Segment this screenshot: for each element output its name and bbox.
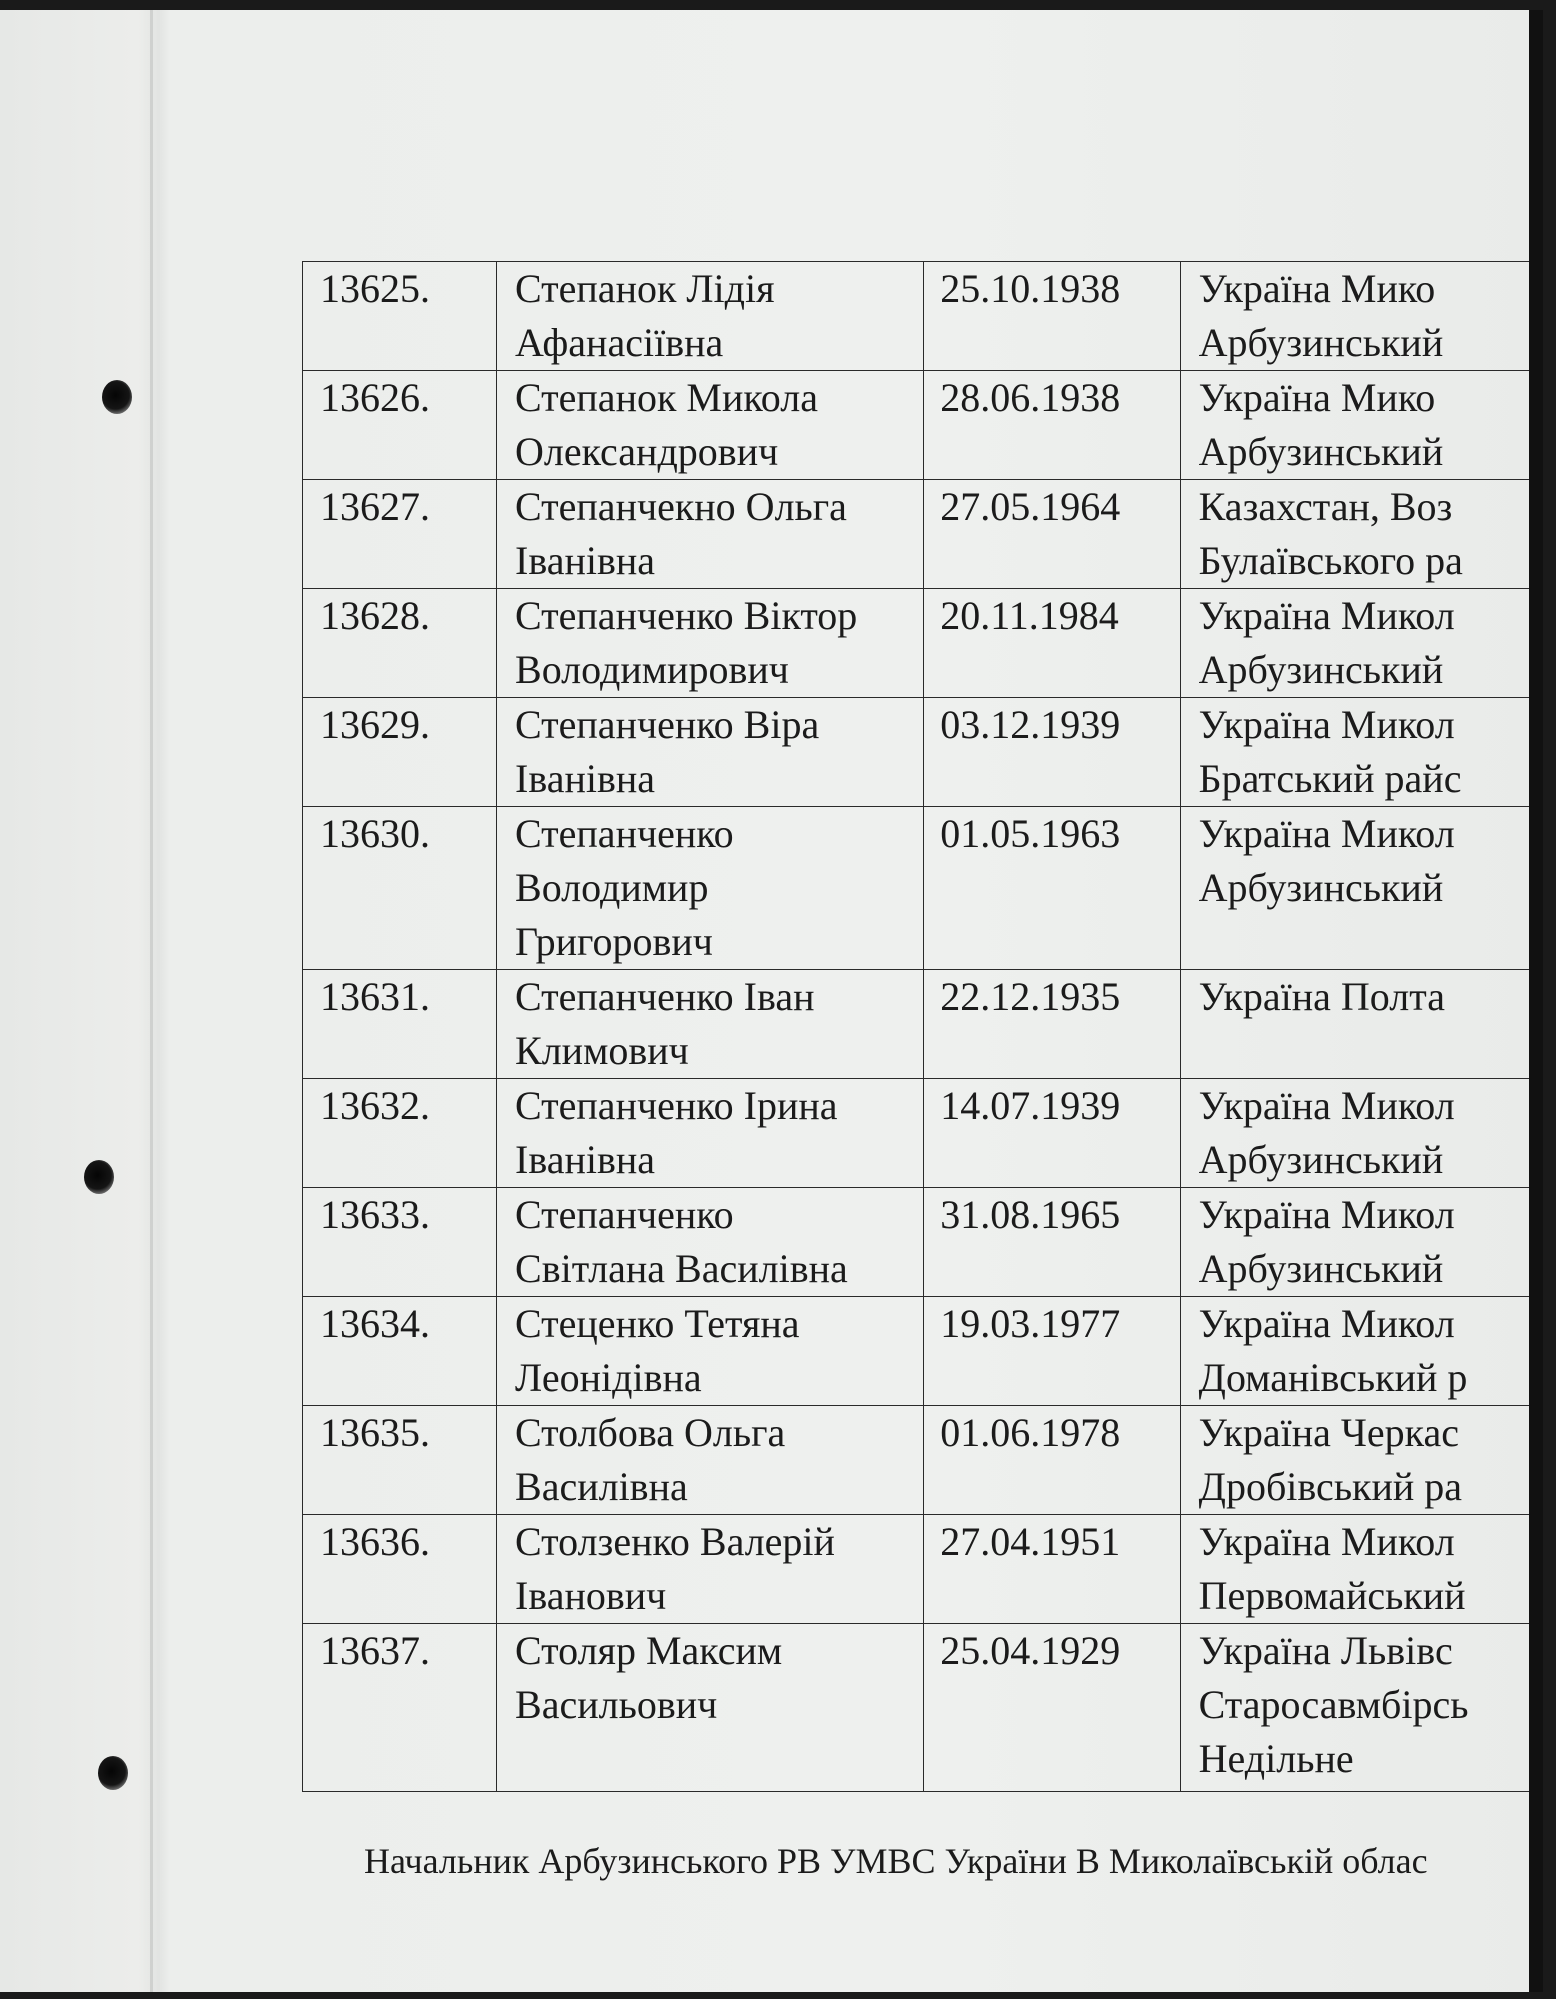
birth-place-line: Україна Полта — [1198, 974, 1445, 1019]
record-number: 13625. — [303, 262, 497, 371]
birth-place-line: Україна Черкас — [1198, 1410, 1460, 1455]
person-name-line: Столзенко Валерій — [515, 1519, 835, 1564]
person-name-line: Володимир — [515, 865, 709, 910]
birth-date: 03.12.1939 — [924, 698, 1180, 807]
birth-place — [1180, 262, 1542, 371]
birth-place-line: Арбузинський — [1198, 320, 1444, 365]
person-name-line: Іванівна — [515, 1137, 656, 1182]
person-name — [497, 1079, 924, 1188]
person-name — [497, 970, 924, 1079]
person-name-line: Степанченко Ірина — [515, 1083, 838, 1128]
birth-place-line: Дробівський ра — [1198, 1464, 1463, 1509]
person-name-line: Світлана Василівна — [515, 1246, 848, 1291]
table-row — [303, 970, 1543, 1079]
person-name-line: Володимирович — [515, 647, 789, 692]
birth-place-line: Україна Мико — [1198, 375, 1436, 420]
birth-place — [1180, 1406, 1542, 1515]
birth-place-line: Булаївського ра — [1198, 538, 1463, 583]
person-name-line: Степанченко — [515, 811, 734, 856]
person-name — [497, 371, 924, 480]
birth-place-line: Україна Микол — [1198, 1301, 1455, 1346]
birth-place-line: Первомайський — [1198, 1573, 1466, 1618]
birth-place-line: Арбузинський — [1198, 865, 1444, 910]
birth-place-line: Арбузинський — [1198, 1246, 1444, 1291]
table-row — [303, 1188, 1543, 1297]
record-number: 13637. — [303, 1624, 497, 1792]
birth-date: 19.03.1977 — [924, 1297, 1180, 1406]
record-number: 13630. — [303, 807, 497, 970]
birth-date: 01.05.1963 — [924, 807, 1180, 970]
person-name — [497, 1188, 924, 1297]
person-name-line: Васильович — [515, 1682, 718, 1727]
birth-place-line: Україна Мико — [1198, 266, 1436, 311]
person-name — [497, 1297, 924, 1406]
person-name — [497, 589, 924, 698]
page-edge-shadow — [1529, 10, 1543, 1992]
table-row — [303, 698, 1543, 807]
person-name — [497, 262, 924, 371]
birth-place-line: Казахстан, Воз — [1198, 484, 1453, 529]
table-row — [303, 262, 1543, 371]
record-number: 13629. — [303, 698, 497, 807]
punch-hole-middle — [84, 1160, 114, 1194]
birth-place — [1180, 480, 1542, 589]
person-name-line: Степанченко — [515, 1192, 734, 1237]
birth-place-line: Братський райс — [1198, 756, 1462, 801]
birth-place-line: Україна Микол — [1198, 1083, 1455, 1128]
person-name — [497, 807, 924, 970]
table-row — [303, 480, 1543, 589]
birth-place — [1180, 371, 1542, 480]
birth-place-line: Недільне — [1198, 1736, 1354, 1781]
person-name — [497, 1515, 924, 1624]
person-name-line: Столяр Максим — [515, 1628, 783, 1673]
table-row — [303, 1297, 1543, 1406]
person-name-line: Климович — [515, 1028, 689, 1073]
birth-place — [1180, 698, 1542, 807]
person-name-line: Степанчекно Ольга — [515, 484, 847, 529]
person-name — [497, 698, 924, 807]
person-name-line: Афанасіївна — [515, 320, 724, 365]
birth-place-line: Арбузинський — [1198, 429, 1444, 474]
birth-place-line: Доманівський р — [1198, 1355, 1468, 1400]
birth-date: 14.07.1939 — [924, 1079, 1180, 1188]
person-name-line: Іванівна — [515, 538, 656, 583]
person-name-line: Стеценко Тетяна — [515, 1301, 800, 1346]
person-name — [497, 1406, 924, 1515]
person-name — [497, 480, 924, 589]
birth-date: 22.12.1935 — [924, 970, 1180, 1079]
punch-hole-bottom — [98, 1756, 128, 1790]
birth-date: 31.08.1965 — [924, 1188, 1180, 1297]
record-number: 13635. — [303, 1406, 497, 1515]
birth-place-line: Арбузинський — [1198, 647, 1444, 692]
birth-place-line: Арбузинський — [1198, 1137, 1444, 1182]
record-number: 13634. — [303, 1297, 497, 1406]
record-number: 13626. — [303, 371, 497, 480]
birth-place-line: Старосавмбірсь — [1198, 1682, 1469, 1727]
registry-rows — [303, 262, 1543, 1792]
signature-line: Начальник Арбузинського РВ УМВС України В Миколаївській облас — [364, 1841, 1428, 1881]
person-name — [497, 1624, 924, 1792]
record-number: 13628. — [303, 589, 497, 698]
table-row — [303, 1624, 1543, 1792]
person-name-line: Леонідівна — [515, 1355, 702, 1400]
person-name-line: Василівна — [515, 1464, 688, 1509]
registry-table — [302, 261, 1543, 1792]
record-number: 13633. — [303, 1188, 497, 1297]
table-row — [303, 589, 1543, 698]
record-number: 13636. — [303, 1515, 497, 1624]
birth-place-line: Україна Львівс — [1198, 1628, 1453, 1673]
table-row — [303, 1406, 1543, 1515]
table-row — [303, 1515, 1543, 1624]
birth-place — [1180, 1297, 1542, 1406]
birth-place — [1180, 1515, 1542, 1624]
birth-place — [1180, 1624, 1542, 1792]
person-name-line: Іванович — [515, 1573, 667, 1618]
birth-place — [1180, 1188, 1542, 1297]
punch-hole-top — [102, 380, 132, 414]
birth-place-line: Україна Микол — [1198, 593, 1455, 638]
person-name-line: Столбова Ольга — [515, 1410, 786, 1455]
person-name-line: Григорович — [515, 919, 713, 964]
birth-place — [1180, 589, 1542, 698]
birth-place-line: Україна Микол — [1198, 811, 1455, 856]
person-name-line: Степанченко Іван — [515, 974, 815, 1019]
person-name-line: Степанок Микола — [515, 375, 818, 420]
person-name-line: Степанченко Віра — [515, 702, 820, 747]
birth-date: 25.10.1938 — [924, 262, 1180, 371]
person-name-line: Степанок Лідія — [515, 266, 775, 311]
birth-date: 27.04.1951 — [924, 1515, 1180, 1624]
person-name-line: Олександрович — [515, 429, 779, 474]
birth-date: 20.11.1984 — [924, 589, 1180, 698]
birth-place — [1180, 807, 1542, 970]
person-name-line: Степанченко Віктор — [515, 593, 858, 638]
record-number: 13631. — [303, 970, 497, 1079]
birth-date: 27.05.1964 — [924, 480, 1180, 589]
table-row — [303, 807, 1543, 970]
record-number: 13632. — [303, 1079, 497, 1188]
table-row — [303, 1079, 1543, 1188]
birth-place-line: Україна Микол — [1198, 1192, 1455, 1237]
person-name-line: Іванівна — [515, 756, 656, 801]
birth-date: 25.04.1929 — [924, 1624, 1180, 1792]
birth-date: 01.06.1978 — [924, 1406, 1180, 1515]
birth-place — [1180, 1079, 1542, 1188]
document-page — [0, 10, 1543, 1992]
record-number: 13627. — [303, 480, 497, 589]
birth-date: 28.06.1938 — [924, 371, 1180, 480]
binding-fold — [150, 10, 153, 1992]
birth-place — [1180, 970, 1542, 1079]
table-row — [303, 371, 1543, 480]
birth-place-line: Україна Микол — [1198, 702, 1455, 747]
birth-place-line: Україна Микол — [1198, 1519, 1455, 1564]
